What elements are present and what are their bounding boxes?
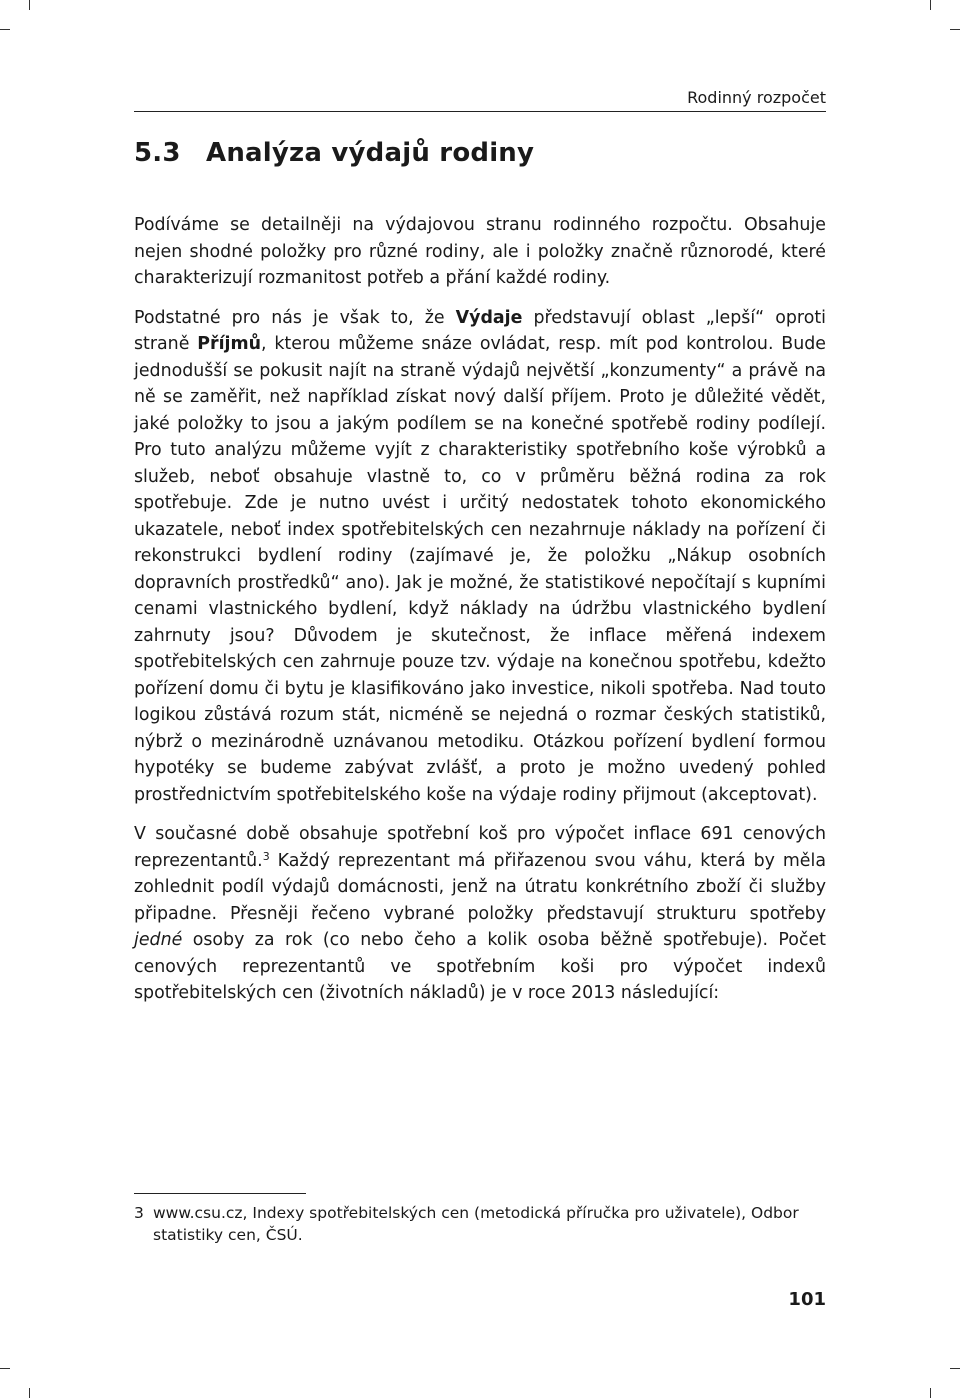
term-prijmu: Příjmů: [197, 334, 261, 354]
footnote-divider: [134, 1193, 306, 1194]
p3-text-a: V současné době obsahuje spotřební koš pro výpočet inflace 691 cenových reprezentantů.: [134, 824, 826, 871]
p2-text-e: , kterou můžeme snáze ovládat, resp. mít pod kontrolou. Bude jednodušší se pokusit najít na straně výdajů největší „konzumenty“ a právě na ně se zaměřit, než například získat nový další příjem. Proto je důležité vědět, jaké položky to jsou a jakým podílem se na konečné spotřebě rodiny podílejí. Pro tuto analýzu můžeme vyjít z charakteristiky spotřebního koše výrobků a služeb, neboť obsahuje vlastně to, co v průměru běžná rodina za rok spotřebuje. Zde je nutno uvést i určitý nedostatek tohoto ekonomického ukazatele, neboť index spotřebitelských cen nezahrnuje náklady na pořízení či rekonstrukci bydlení rodiny (zajímavé je, že položku „Nákup osobních dopravních prostředků“ ano). Jak je možné, že statistikové nepočítají s kupními cenami vlastnického bydlení, když náklady na údržbu vlastnického bydlení zahrnuty jsou? Důvodem je skutečnost, že inflace měřená indexem spotřebitelských cen zahrnuje pouze tzv. výdaje na konečnou spotřebu, kdežto pořízení domu či bytu je klasifikováno jako investice, nikoli spotřeba. Nad touto logikou zůstává rozum stát, nicméně se nejedná o rozmar českých statistiků, nýbrž o mezinárodně uznávanou metodiku. Otázkou pořízení bydlení formou hypotéky se budeme zabývat zvlášť, a proto je možno uvedený pohled prostřednictvím spotřebitelského koše na výdaje rodiny přijmout (akceptovat).: [134, 334, 826, 805]
footnote: [134, 1202, 826, 1246]
p2-text-a: Podstatné pro nás je však to, že: [134, 307, 456, 328]
page-number: 101: [788, 1289, 826, 1310]
crop-mark-top-left-h: [0, 29, 10, 30]
term-vydaje: Výdaje: [455, 307, 523, 328]
crop-mark-bottom-right: [930, 1388, 931, 1398]
crop-mark-top-right: [930, 0, 931, 10]
emphasis-jedne: jedné: [134, 930, 183, 950]
footnote-reference[interactable]: 3: [262, 849, 270, 863]
crop-mark-bottom-left: [29, 1388, 30, 1398]
crop-mark-top-right-h: [950, 29, 960, 30]
section-number: 5.3: [134, 138, 181, 168]
p2-text-c: představují oblast „lepší“ oproti straně: [134, 307, 826, 354]
crop-mark-bottom-left-h: [0, 1368, 10, 1369]
body-text: [134, 212, 826, 1020]
paragraph-2: [134, 305, 826, 809]
footnote-text: www.csu.cz, Indexy spotřebitelských cen (metodická příručka pro uživatele), Odbor statistiky cen, ČSÚ.: [153, 1204, 799, 1244]
running-header-title: Rodinný rozpočet: [687, 88, 826, 107]
paragraph-3: [134, 821, 826, 1007]
paragraph-1: Podíváme se detailněji na výdajovou stranu rodinného rozpočtu. Obsahuje nejen shodné položky pro různé rodiny, ale i položky značně různorodé, které charakterizují rozmanitost potřeb a přání každé rodiny.: [134, 215, 826, 288]
running-header: [134, 88, 826, 112]
crop-mark-top-left: [29, 0, 30, 10]
p3-text-b: Každý reprezentant má přiřazenou svou váhu, která by měla zohlednit podíl výdajů domácnosti, jenž na útratu konkrétního zboží či služby připadne. Přesněji řečeno vybrané položky představují strukturu spotřeby: [134, 850, 826, 924]
p3-text-d: osoby za rok (co nebo čeho a kolik osoba běžně spotřebuje). Počet cenových reprezentantů ve spotřebním koši pro výpočet indexů spotřebitelských cen (životních nákladů) je v roce 2013 následující:: [134, 930, 826, 1003]
footnote-mark: 3: [134, 1204, 144, 1222]
section-title-text: Analýza výdajů rodiny: [206, 138, 535, 168]
crop-mark-bottom-right-h: [950, 1368, 960, 1369]
section-heading: [134, 138, 534, 168]
